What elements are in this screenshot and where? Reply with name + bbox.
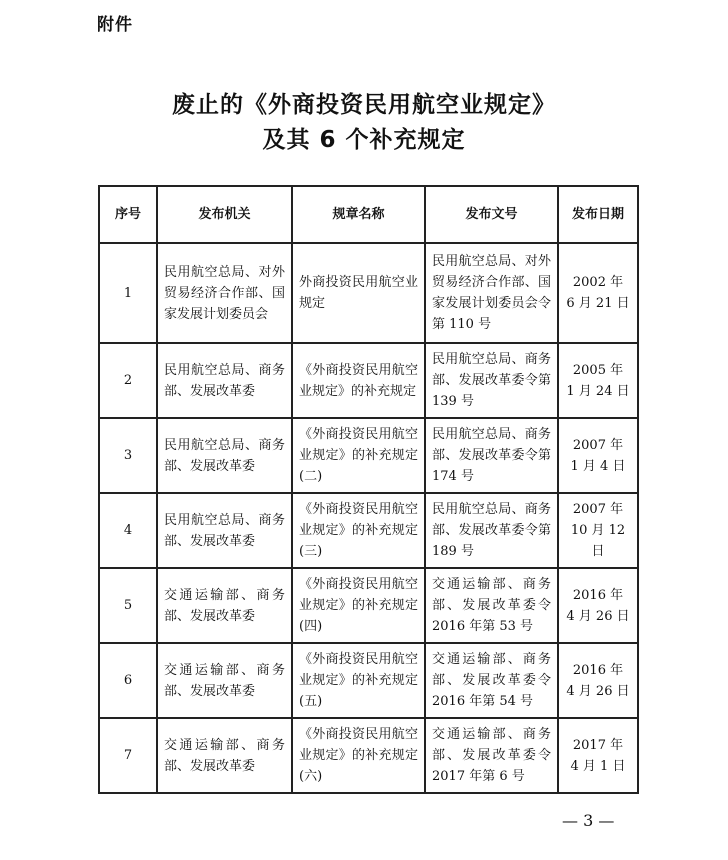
date-month-day: 4 月 26 日: [566, 683, 630, 699]
cell-regulation-name: 《外商投资民用航空业规定》的补充规定: [292, 343, 425, 418]
cell-issuer: 民用航空总局、商务部、发展改革委: [157, 343, 292, 418]
cell-serial: 4: [99, 493, 157, 568]
cell-serial: 6: [99, 643, 157, 718]
date-month-day: 1 月 24 日: [566, 383, 630, 399]
header-issuer: 发布机关: [157, 186, 292, 243]
cell-issue-date: [558, 718, 638, 793]
cell-serial: 2: [99, 343, 157, 418]
cell-issue-date: [558, 643, 638, 718]
cell-serial: 7: [99, 718, 157, 793]
date-month-day: 6 月 21 日: [566, 296, 630, 311]
cell-document-number: 民用航空总局、商务部、发展改革委令第 139 号: [425, 343, 558, 418]
date-year: 2007 年: [572, 437, 624, 453]
regulations-table: [98, 185, 639, 794]
date-month-day: 1 月 4 日: [570, 458, 626, 474]
table-header-row: [99, 186, 638, 243]
cell-regulation-name: 《外商投资民用航空业规定》的补充规定(二): [292, 418, 425, 493]
cell-issuer: 交通运输部、商务部、发展改革委: [157, 568, 292, 643]
cell-issuer: 民用航空总局、对外贸易经济合作部、国家发展计划委员会: [157, 243, 292, 343]
cell-document-number: 民用航空总局、商务部、发展改革委令第 174 号: [425, 418, 558, 493]
table-row: [99, 718, 638, 793]
cell-regulation-name: 《外商投资民用航空业规定》的补充规定(三): [292, 493, 425, 568]
date-year: 2005 年: [572, 362, 624, 378]
cell-issue-date: [558, 343, 638, 418]
page-number: — 3 —: [562, 811, 615, 830]
date-month-day: 4 月 1 日: [570, 758, 626, 774]
cell-document-number: 交通运输部、商务部、发展改革委令 2017 年第 6 号: [425, 718, 558, 793]
date-month-day: 10 月 12 日: [570, 523, 626, 559]
cell-regulation-name: 《外商投资民用航空业规定》的补充规定(四): [292, 568, 425, 643]
table-row: [99, 243, 638, 343]
cell-issue-date: [558, 568, 638, 643]
cell-document-number: 交通运输部、商务部、发展改革委令 2016 年第 54 号: [425, 643, 558, 718]
date-year: 2017 年: [572, 737, 624, 753]
document-title-line2: 及其 6 个补充规定: [262, 127, 466, 153]
cell-serial: 5: [99, 568, 157, 643]
cell-regulation-name: 外商投资民用航空业规定: [292, 243, 425, 343]
cell-regulation-name: 《外商投资民用航空业规定》的补充规定(六): [292, 718, 425, 793]
cell-issue-date: [558, 243, 638, 343]
date-year: 2016 年: [572, 662, 624, 678]
cell-issue-date: [558, 493, 638, 568]
cell-serial: 3: [99, 418, 157, 493]
header-serial: 序号: [99, 186, 157, 243]
date-month-day: 4 月 26 日: [566, 608, 630, 624]
cell-regulation-name: 《外商投资民用航空业规定》的补充规定(五): [292, 643, 425, 718]
cell-issuer: 民用航空总局、商务部、发展改革委: [157, 493, 292, 568]
cell-document-number: 民用航空总局、对外贸易经济合作部、国家发展计划委员会令第 110 号: [425, 243, 558, 343]
cell-issuer: 交通运输部、商务部、发展改革委: [157, 718, 292, 793]
date-year: 2016 年: [572, 587, 624, 603]
cell-issue-date: [558, 418, 638, 493]
cell-document-number: 民用航空总局、商务部、发展改革委令第 189 号: [425, 493, 558, 568]
table-row: [99, 418, 638, 493]
cell-serial: 1: [99, 243, 157, 343]
cell-issuer: 交通运输部、商务部、发展改革委: [157, 643, 292, 718]
date-year: 2002 年: [572, 275, 624, 290]
table-row: [99, 493, 638, 568]
table-row: [99, 643, 638, 718]
table-row: [99, 568, 638, 643]
document-title-line1: 废止的《外商投资民用航空业规定》: [172, 92, 556, 118]
attachment-label: 附件: [97, 15, 133, 35]
header-regulation-name: 规章名称: [292, 186, 425, 243]
cell-document-number: 交通运输部、商务部、发展改革委令 2016 年第 53 号: [425, 568, 558, 643]
date-year: 2007 年: [572, 502, 624, 517]
table-row: [99, 343, 638, 418]
header-document-number: 发布文号: [425, 186, 558, 243]
cell-issuer: 民用航空总局、商务部、发展改革委: [157, 418, 292, 493]
header-issue-date: 发布日期: [558, 186, 638, 243]
